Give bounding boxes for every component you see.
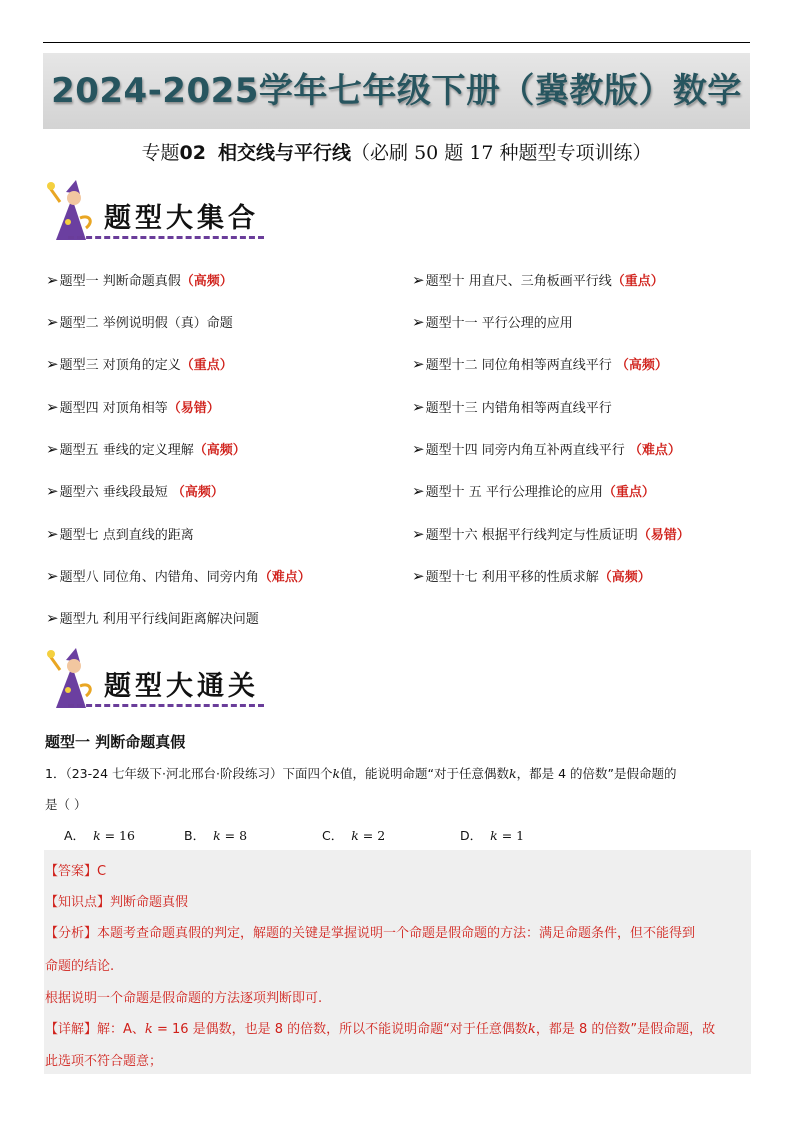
arrow-icon: ➢ — [46, 398, 59, 416]
arrow-icon: ➢ — [46, 313, 59, 331]
title-banner — [43, 53, 750, 129]
knowledge-point-line: 【知识点】判断命题真假 — [45, 895, 189, 910]
arrow-icon: ➢ — [412, 482, 425, 500]
list-item: ➢题型七 点到直线的距离 — [46, 525, 194, 543]
question-1-line-2: 是（ ） — [45, 797, 87, 812]
list-item: ➢题型十七 利用平移的性质求解（高频） — [412, 567, 651, 585]
list-item: ➢题型十三 内错角相等两直线平行 — [412, 398, 612, 416]
wizard-icon — [46, 178, 106, 244]
analysis-line-2: 命题的结论. — [45, 959, 115, 974]
analysis-line-3: 根据说明一个命题是假命题的方法逐项判断即可. — [45, 991, 323, 1006]
analysis-line-1: 【分析】本题考查命题真假的判定，解题的关键是掌握说明一个命题是假命题的方法：满足命题条件，但不能得到 — [45, 926, 696, 941]
section-logo-challenge — [46, 646, 266, 716]
arrow-icon: ➢ — [46, 355, 59, 373]
option-d: D． k = 1 — [460, 828, 525, 843]
arrow-icon: ➢ — [412, 567, 425, 585]
question-type-heading: 题型一 判断命题真假 — [45, 733, 186, 751]
subtitle-suffix: （必刷 50 题 17 种题型专项训练） — [351, 142, 652, 164]
list-item: ➢题型六 垂线段最短 （高频） — [46, 482, 224, 500]
list-item: ➢题型十六 根据平行线判定与性质证明（易错） — [412, 525, 690, 543]
detail-line-1: 【详解】解：A、k = 16 是偶数，也是 8 的倍数，所以不能说明命题“对于任意偶数k，都是 8 的倍数”是假命题，故 — [45, 1022, 716, 1037]
arrow-icon: ➢ — [412, 440, 425, 458]
arrow-icon: ➢ — [46, 482, 59, 500]
page-title: 2024-2025学年七年级下册（冀教版）数学 — [51, 71, 742, 111]
subtitle — [43, 138, 750, 165]
subtitle-topic: 相交线与平行线 — [218, 142, 352, 164]
list-item: ➢题型五 垂线的定义理解（高频） — [46, 440, 246, 458]
subtitle-number: 02 — [179, 142, 206, 164]
list-item: ➢题型四 对顶角相等（易错） — [46, 398, 220, 416]
arrow-icon: ➢ — [412, 355, 425, 373]
arrow-icon: ➢ — [46, 609, 59, 627]
arrow-icon: ➢ — [46, 525, 59, 543]
arrow-icon: ➢ — [412, 398, 425, 416]
list-item: ➢题型十 五 平行公理推论的应用（重点） — [412, 482, 655, 500]
list-item: ➢题型十四 同旁内角互补两直线平行 （难点） — [412, 440, 681, 458]
arrow-icon: ➢ — [46, 567, 59, 585]
answer-line: 【答案】C — [45, 864, 107, 879]
list-item: ➢题型三 对顶角的定义（重点） — [46, 355, 233, 373]
top-rule — [43, 42, 750, 43]
list-item: ➢题型十 用直尺、三角板画平行线（重点） — [412, 271, 664, 289]
answer-panel — [44, 850, 751, 1074]
arrow-icon: ➢ — [412, 313, 425, 331]
section-logo-collection — [46, 178, 266, 248]
option-a: A． k = 16 — [64, 828, 135, 843]
list-item: ➢题型二 举例说明假（真）命题 — [46, 313, 233, 331]
logo-underline — [68, 704, 264, 707]
logo-underline — [68, 236, 264, 239]
arrow-icon: ➢ — [412, 271, 425, 289]
list-item: ➢题型十一 平行公理的应用 — [412, 313, 573, 331]
detail-line-2: 此选项不符合题意； — [45, 1054, 163, 1069]
option-b: B． k = 8 — [184, 828, 248, 843]
arrow-icon: ➢ — [46, 271, 59, 289]
list-item: ➢题型一 判断命题真假（高频） — [46, 271, 233, 289]
arrow-icon: ➢ — [46, 440, 59, 458]
question-1-line-1: 1．（23-24 七年级下·河北邢台·阶段练习）下面四个k值，能说明命题“对于任意偶数k，都是 4 的倍数”是假命题的 — [45, 766, 677, 781]
list-item: ➢题型十二 同位角相等两直线平行 （高频） — [412, 355, 668, 373]
section-title-challenge: 题型大通关 — [104, 671, 259, 702]
list-item: ➢题型九 利用平行线间距离解决问题 — [46, 609, 259, 627]
section-title-collection: 题型大集合 — [104, 203, 259, 234]
list-item: ➢题型八 同位角、内错角、同旁内角（难点） — [46, 567, 311, 585]
wizard-icon — [46, 646, 106, 712]
option-c: C． k = 2 — [322, 828, 386, 843]
arrow-icon: ➢ — [412, 525, 425, 543]
subtitle-prefix: 专题 — [141, 142, 180, 164]
